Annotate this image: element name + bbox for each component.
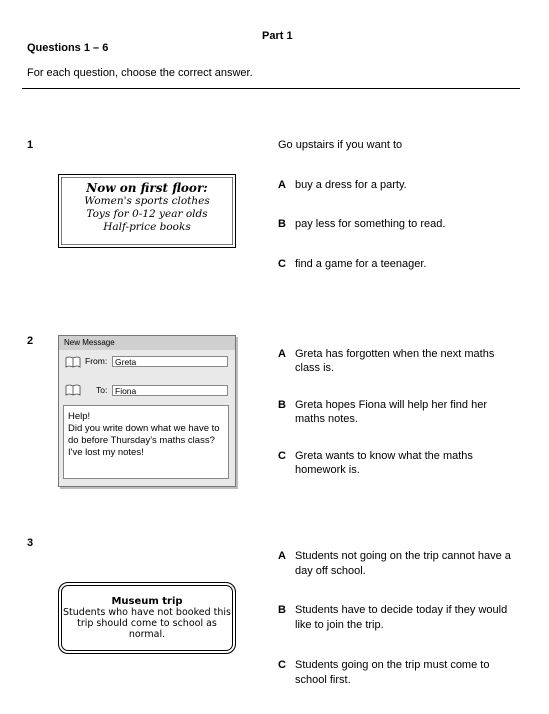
option-text-line-1: Students have to decide today if they would (295, 604, 508, 616)
option-text: find a game for a teenager. (295, 258, 427, 270)
option-text-line-1: Greta wants to know what the maths (295, 450, 473, 462)
option-letter: C (278, 659, 286, 671)
option-text-line-2: school first. (295, 674, 351, 686)
notice-3-line: normal. (128, 629, 166, 640)
option-letter: B (278, 604, 286, 616)
option-text-line-1: Greta has forgotten when the next maths (295, 348, 495, 360)
message-body (63, 405, 229, 479)
option-text-line-2: like to join the trip. (295, 619, 384, 631)
question-1-option-c[interactable] (278, 257, 518, 271)
option-text-line-1: Greta hopes Fiona will help her find her (295, 399, 487, 411)
notice-3-heading: Museum trip (111, 596, 183, 607)
address-book-icon (65, 384, 81, 396)
option-text-line-2: day off school. (295, 565, 366, 577)
questions-range: Questions 1 – 6 (27, 42, 109, 54)
question-2-option-a[interactable] (278, 347, 518, 375)
option-text: pay less for something to read. (295, 218, 446, 230)
notice-1-line: Toys for 0-12 year olds (86, 208, 208, 220)
option-text-line-1: Students going on the trip must come to (295, 659, 490, 671)
question-3-number: 3 (27, 537, 34, 549)
option-letter: A (278, 179, 286, 191)
message-line: Did you write down what we have to (68, 423, 220, 434)
option-text: buy a dress for a party. (295, 179, 407, 191)
question-1-stem: Go upstairs if you want to (278, 139, 403, 151)
question-2-option-c[interactable] (278, 449, 518, 477)
question-1-notice (58, 174, 236, 248)
from-field: Greta (112, 356, 228, 367)
part-title: Part 1 (262, 30, 293, 42)
option-text-line-2: maths notes. (295, 413, 358, 425)
to-field: Fiona (112, 385, 228, 396)
notice-3-line: Students who have not booked this (63, 607, 231, 618)
message-line: do before Thursday's maths class? (68, 435, 215, 446)
question-3-notice (58, 582, 236, 654)
question-2-number: 2 (27, 335, 34, 347)
question-1-option-b[interactable] (278, 217, 518, 231)
notice-1-line: Half-price books (103, 221, 191, 233)
option-letter: C (278, 450, 286, 462)
instruction-text: For each question, choose the correct answer. (27, 67, 253, 79)
header-divider (22, 88, 520, 89)
message-line: I've lost my notes! (68, 447, 144, 458)
option-text-line-1: Students not going on the trip cannot have a (295, 550, 511, 562)
question-3-option-c[interactable] (278, 658, 518, 688)
option-letter: A (278, 348, 286, 360)
question-1-number: 1 (27, 139, 34, 151)
message-title: New Message (59, 336, 235, 350)
option-text-line-2: class is. (295, 362, 335, 374)
question-3-option-b[interactable] (278, 603, 518, 633)
question-2-option-b[interactable] (278, 398, 518, 426)
notice-1-line: Women's sports clothes (84, 195, 210, 207)
option-text-line-2: homework is. (295, 464, 360, 476)
option-letter: C (278, 258, 286, 270)
notice-1-heading: Now on first floor: (86, 181, 208, 195)
message-line: Help! (68, 411, 91, 422)
from-label: From: (85, 356, 108, 366)
question-1-option-a[interactable] (278, 178, 518, 192)
option-letter: A (278, 550, 286, 562)
address-book-icon (65, 356, 81, 368)
question-2-message-window (58, 335, 236, 487)
to-label: To: (96, 385, 108, 395)
notice-3-line: trip should come to school as (77, 618, 217, 629)
question-3-option-a[interactable] (278, 549, 518, 579)
option-letter: B (278, 399, 286, 411)
option-letter: B (278, 218, 286, 230)
